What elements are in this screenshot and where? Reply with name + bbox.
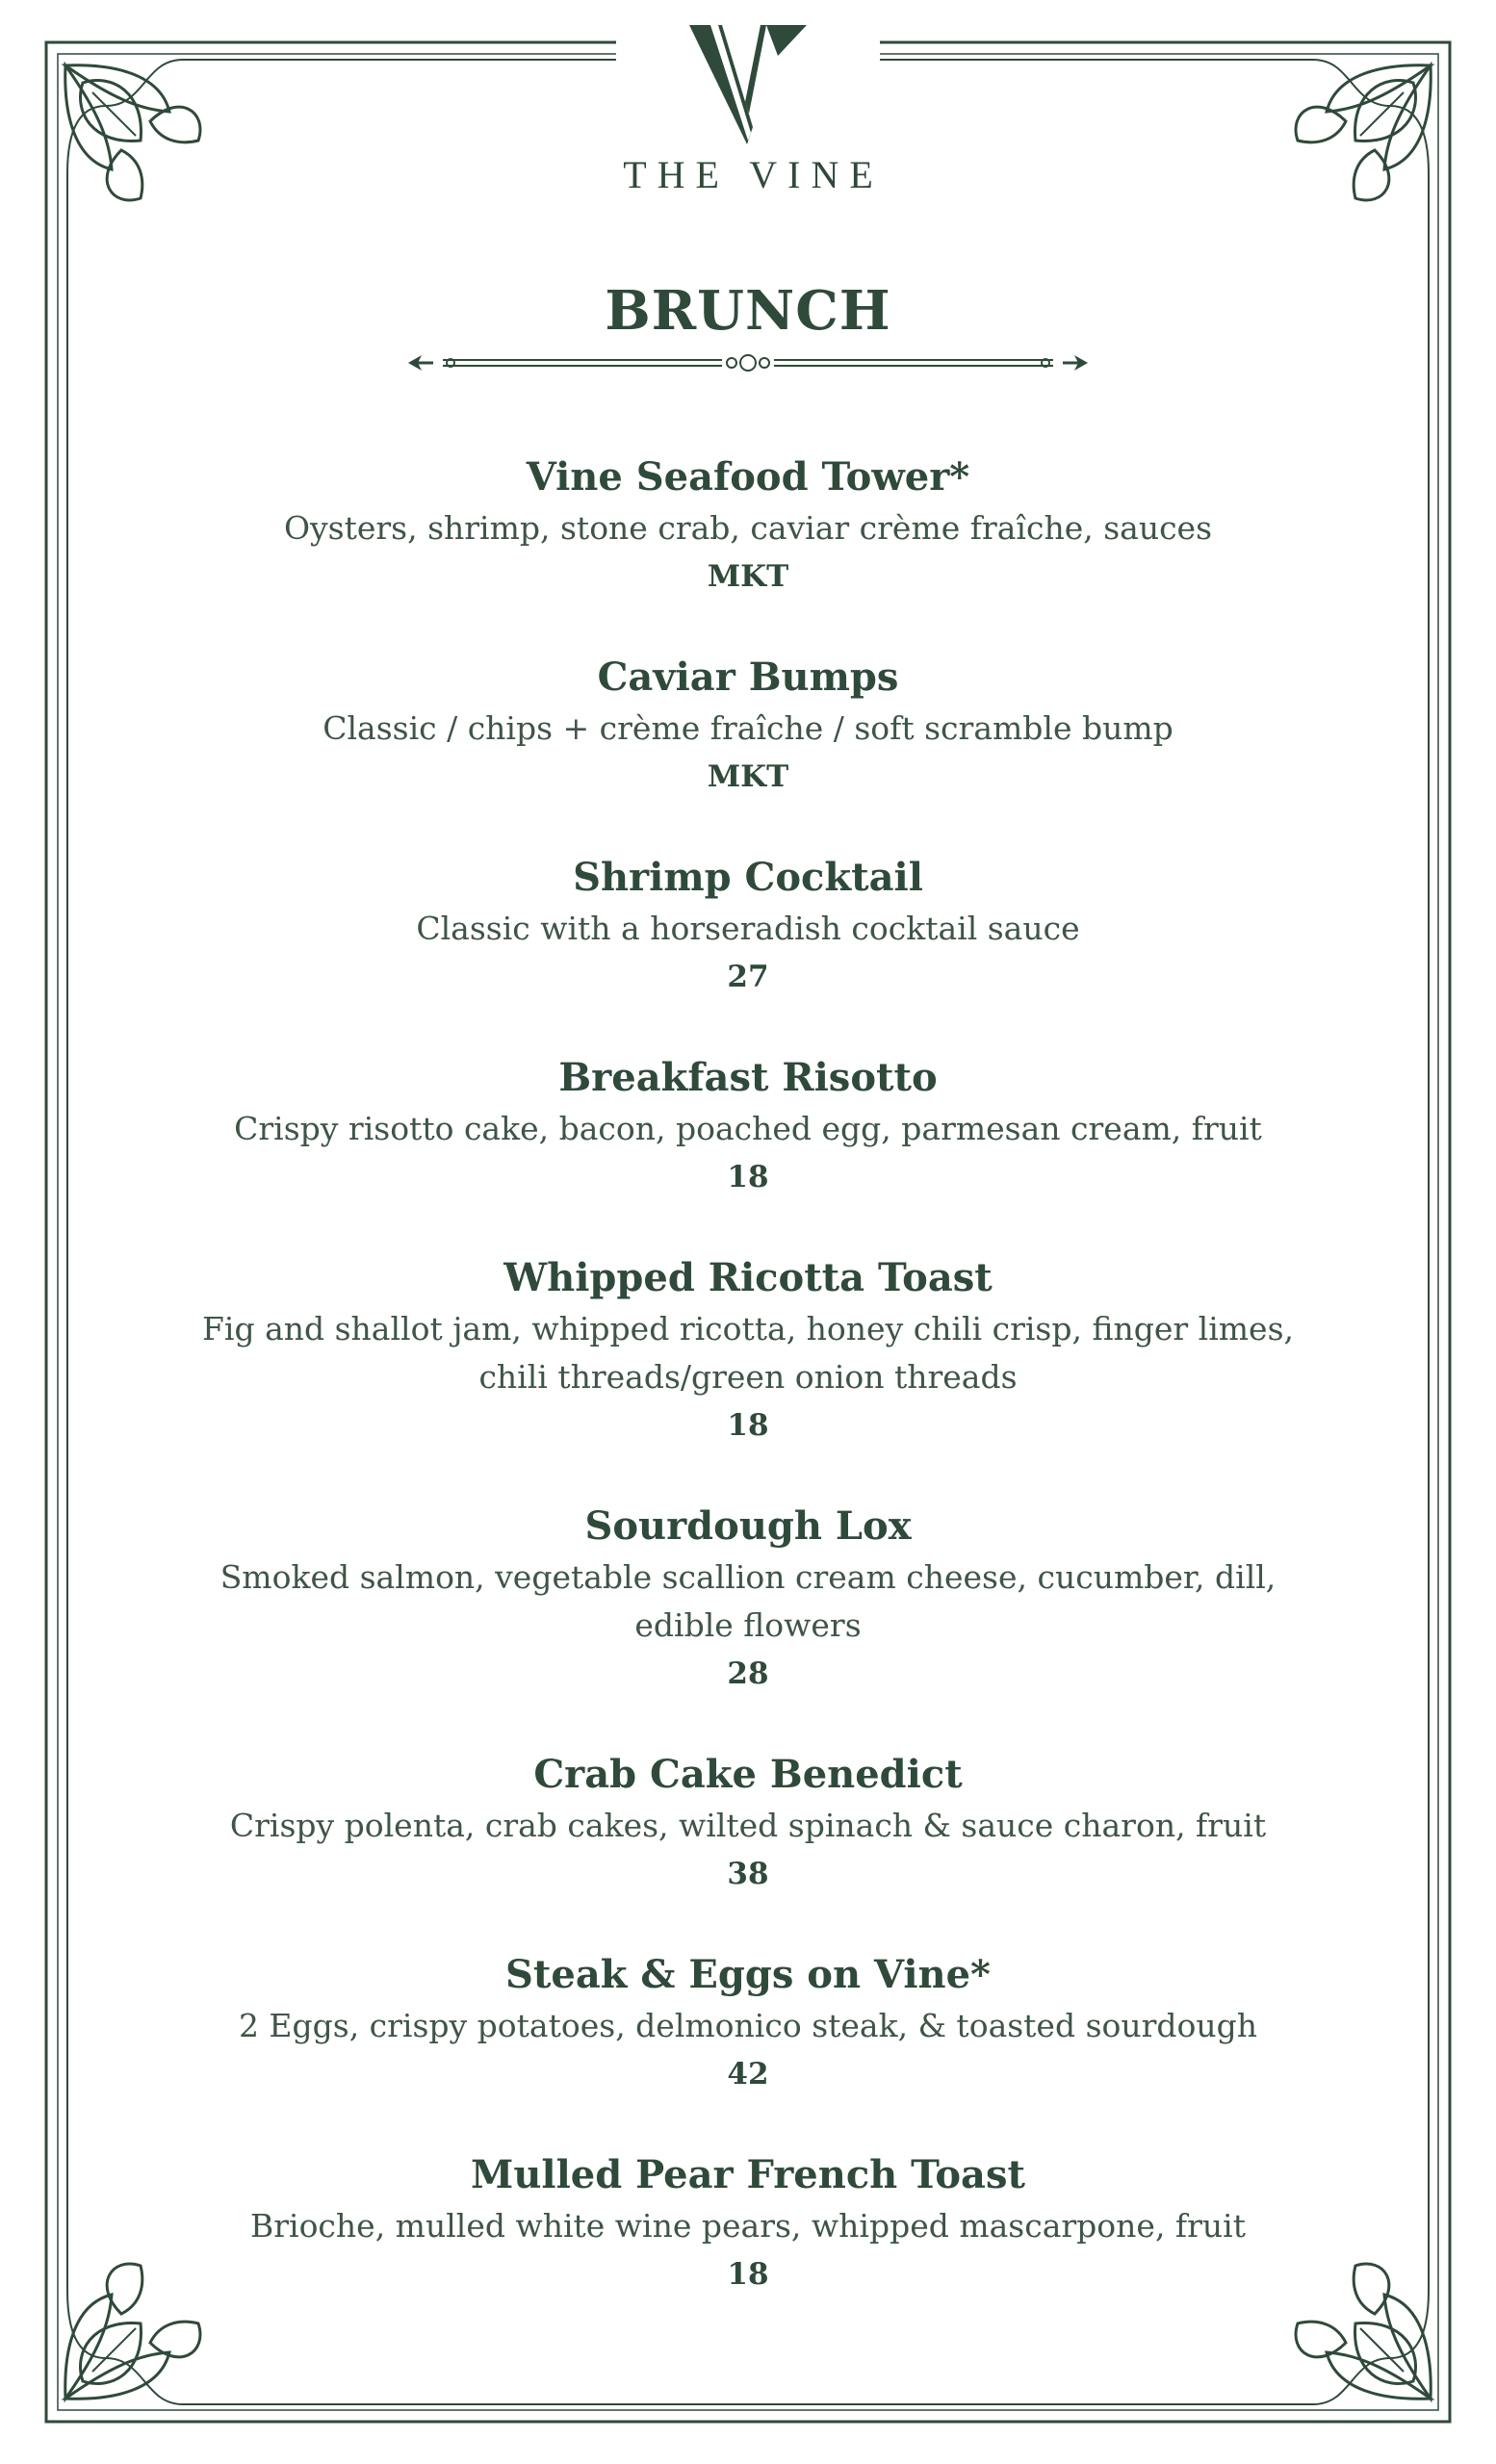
ornamental-divider [404, 345, 1092, 379]
menu-item-price: 42 [727, 2057, 769, 2092]
menu-item [173, 651, 1323, 801]
menu-item-name: Caviar Bumps [597, 654, 899, 700]
menu-item-price: MKT [707, 559, 789, 594]
restaurant-name: THE VINE [623, 153, 884, 196]
menu-item-description: Fig and shallot jam, whipped ricotta, honey chili crisp, finger limes, chili threads/green onion threads [202, 1310, 1294, 1396]
menu-item-price: 18 [727, 1408, 769, 1443]
menu-item-description: Classic with a horseradish cocktail sauce [416, 910, 1080, 947]
menu-item-name: Crab Cake Benedict [533, 1752, 963, 1797]
menu-item-price: 18 [727, 2257, 769, 2292]
menu-item-name: Steak & Eggs on Vine* [505, 1952, 991, 1997]
restaurant-logo [0, 21, 1496, 197]
menu-item [173, 1051, 1323, 1201]
menu-list [173, 450, 1323, 2348]
menu-item [173, 450, 1323, 601]
v-monogram-icon [685, 21, 811, 146]
menu-item-price: 18 [727, 1160, 769, 1194]
menu-item-description: Crispy risotto cake, bacon, poached egg, parmesan cream, fruit [234, 1110, 1262, 1147]
menu-item-description: Classic / chips + crème fraîche / soft scramble bump [322, 709, 1174, 747]
menu-item-description: Brioche, mulled white wine pears, whipped mascarpone, fruit [249, 2207, 1246, 2245]
menu-item-description: Smoked salmon, vegetable scallion cream cheese, cucumber, dill, edible flowers [219, 1558, 1277, 1644]
menu-item-name: Breakfast Risotto [558, 1055, 938, 1100]
menu-item-name: Shrimp Cocktail [573, 855, 923, 900]
menu-item-price: 38 [727, 1857, 769, 1891]
menu-item-name: Sourdough Lox [584, 1503, 912, 1549]
menu-title: BRUNCH [605, 279, 891, 343]
menu-item-name: Whipped Ricotta Toast [503, 1255, 993, 1300]
menu-item [173, 1748, 1323, 1898]
menu-item-price: 27 [727, 960, 769, 994]
menu-item-name: Mulled Pear French Toast [471, 2152, 1025, 2197]
menu-item [173, 1500, 1323, 1698]
menu-item [173, 1948, 1323, 2098]
menu-item-description: Oysters, shrimp, stone crab, caviar crème fraîche, sauces [283, 509, 1213, 547]
menu-item-description: Crispy polenta, crab cakes, wilted spinach & sauce charon, fruit [229, 1807, 1267, 1844]
menu-item-description: 2 Eggs, crispy potatoes, delmonico steak, & toasted sourdough [238, 2007, 1258, 2044]
menu-item-price: 28 [727, 1656, 769, 1691]
menu-item [173, 2148, 1323, 2298]
menu-item-price: MKT [707, 759, 789, 794]
menu-item [173, 1251, 1323, 1450]
menu-item [173, 851, 1323, 1001]
menu-item-name: Vine Seafood Tower* [526, 454, 970, 500]
